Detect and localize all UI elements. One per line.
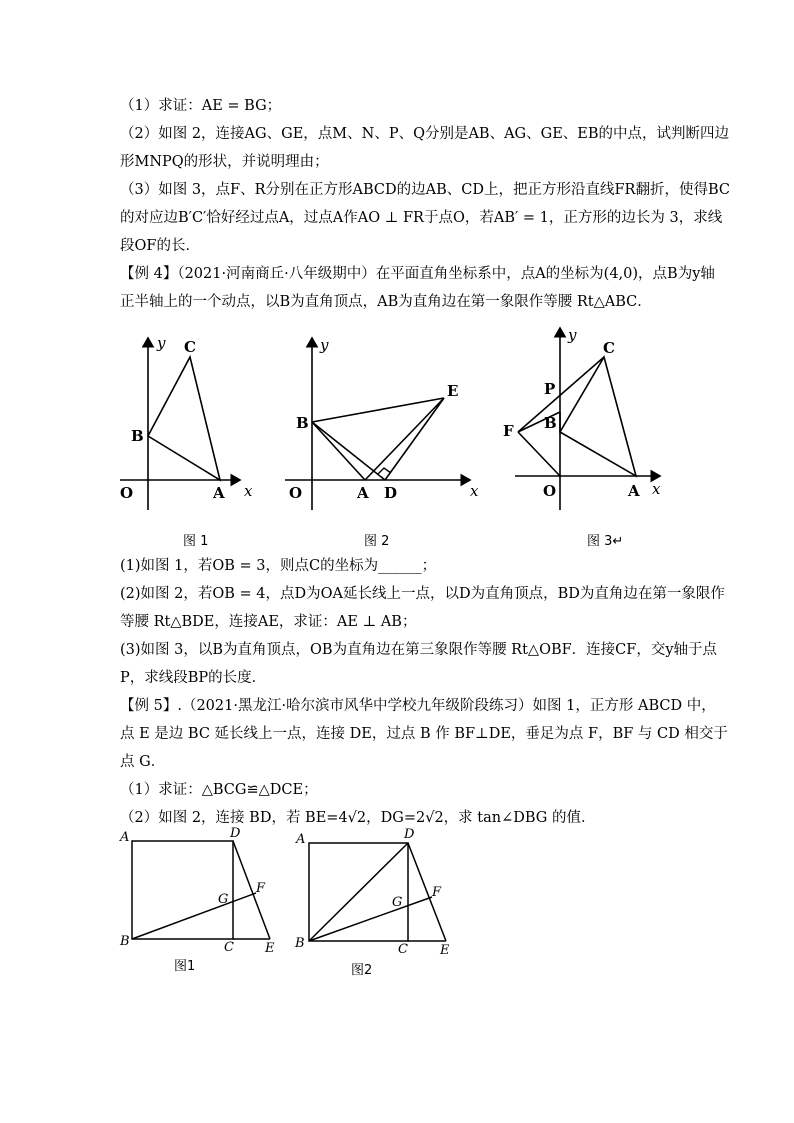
fig2-label-y: y xyxy=(320,336,329,354)
square-figure-1-caption: 图1 xyxy=(174,959,196,974)
fig2-label-B: B xyxy=(296,414,309,432)
sq1-label-B: B xyxy=(120,934,130,949)
example-4-heading: 【例 4】（2021·河南商丘·八年级期中）在平面直角坐标系中，点A的坐标为(4,0)，点B为y轴 xyxy=(120,266,715,282)
sq1-label-D: D xyxy=(230,826,241,841)
problem-line-3: 形MNPQ的形状，并说明理由； xyxy=(120,154,329,170)
fig3-label-C: C xyxy=(603,339,615,357)
coordinate-figures xyxy=(0,320,794,550)
fig3-label-B: B xyxy=(544,414,557,432)
figure-1-caption: 图 1 xyxy=(183,534,209,549)
fig1-label-O: O xyxy=(120,484,134,502)
fig1-label-x: x xyxy=(244,482,253,500)
sq2-label-D: D xyxy=(404,827,415,842)
fig3-label-y: y xyxy=(568,326,577,344)
example-4-part-2-line-2: 等腰 Rt△BDE，连接AE，求证：AE ⊥ AB； xyxy=(120,614,417,630)
figure-3 xyxy=(503,326,661,510)
square-figure-2-caption: 图2 xyxy=(351,963,373,978)
fig3-label-F: F xyxy=(503,422,514,440)
problem-line-1: （1）求证：AE = BG； xyxy=(120,98,282,114)
figure-1 xyxy=(120,334,253,510)
sq2-label-G: G xyxy=(392,895,403,910)
problem-line-5: 的对应边B′C′恰好经过点A，过点A作AO ⊥ FR于点O，若AB′ = 1，正方形的边长为 3，求线 xyxy=(120,210,723,226)
square-figure-2 xyxy=(294,827,450,958)
sq1-label-C: C xyxy=(224,940,234,955)
problem-line-4: （3）如图 3，点F、R分别在正方形ABCD的边AB、CD上，把正方形沿直线FR翻折，使得BC xyxy=(120,182,730,198)
fig2-label-A: A xyxy=(357,484,369,502)
example-4-line-2: 正半轴上的一个动点，以B为直角顶点，AB为直角边在第一象限作等腰 Rt△ABC． xyxy=(120,294,652,310)
example-4-part-3-line-1: (3)如图 3，以B为直角顶点，OB为直角边在第三象限作等腰 Rt△OBF．连接CF，交y轴于点 xyxy=(120,642,718,658)
example-4-part-2-line-1: (2)如图 2，若OB = 4，点D为OA延长线上一点，以D为直角顶点，BD为直角边在第一象限作 xyxy=(120,586,725,602)
fig1-label-C: C xyxy=(184,338,196,356)
sq2-label-F: F xyxy=(432,885,442,900)
fig3-label-P: P xyxy=(544,380,556,398)
sq2-label-B: B xyxy=(295,936,305,951)
example-5-heading: 【例 5】.（2021·黑龙江·哈尔滨市风华中学校九年级阶段练习）如图 1，正方形 ABCD 中， xyxy=(120,698,716,714)
figure-2-caption: 图 2 xyxy=(364,534,390,549)
example-4-part-3-line-2: P，求线段BP的长度． xyxy=(120,670,267,686)
fig1-label-B: B xyxy=(131,427,144,445)
figure-3-caption: 图 3↵ xyxy=(587,534,624,549)
example-5-line-2: 点 E 是边 BC 延长线上一点，连接 DE，过点 B 作 BF⊥DE，垂足为点 F，BF 与 CD 相交于 xyxy=(120,726,728,742)
fig2-label-D: D xyxy=(384,484,398,502)
example-5-line-3: 点 G． xyxy=(120,754,166,770)
fig3-label-A: A xyxy=(628,482,640,500)
sq2-label-E: E xyxy=(440,943,450,958)
fig2-label-x: x xyxy=(470,482,479,500)
fig2-label-O: O xyxy=(289,484,303,502)
problem-line-6: 段OF的长． xyxy=(120,238,200,254)
sq1-label-A: A xyxy=(120,830,130,845)
sq1-label-F: F xyxy=(256,881,266,896)
fig1-label-y: y xyxy=(157,334,166,352)
fig1-label-A: A xyxy=(213,484,225,502)
fig3-label-O: O xyxy=(543,482,557,500)
problem-line-2: （2）如图 2，连接AG、GE，点M、N、P、Q分别是AB、AG、GE、EB的中点，试判断四边 xyxy=(120,126,730,142)
sq1-label-E: E xyxy=(265,941,275,956)
sq2-label-A: A xyxy=(296,832,306,847)
example-4-part-1: (1)如图 1，若OB = 3，则点C的坐标为______； xyxy=(120,558,437,574)
fig3-label-x: x xyxy=(652,480,661,498)
example-5-part-1: （1）求证：△BCG≌△DCE； xyxy=(120,782,318,798)
sq2-label-C: C xyxy=(398,942,408,957)
fig2-label-E: E xyxy=(447,382,459,400)
example-5-part-2: （2）如图 2，连接 BD，若 BE=4√2，DG=2√2，求 tan∠DBG 的值． xyxy=(120,810,596,826)
square-figure-1 xyxy=(119,826,275,956)
sq1-label-G: G xyxy=(218,892,229,907)
figure-2 xyxy=(285,336,479,510)
square-figures xyxy=(0,825,794,985)
